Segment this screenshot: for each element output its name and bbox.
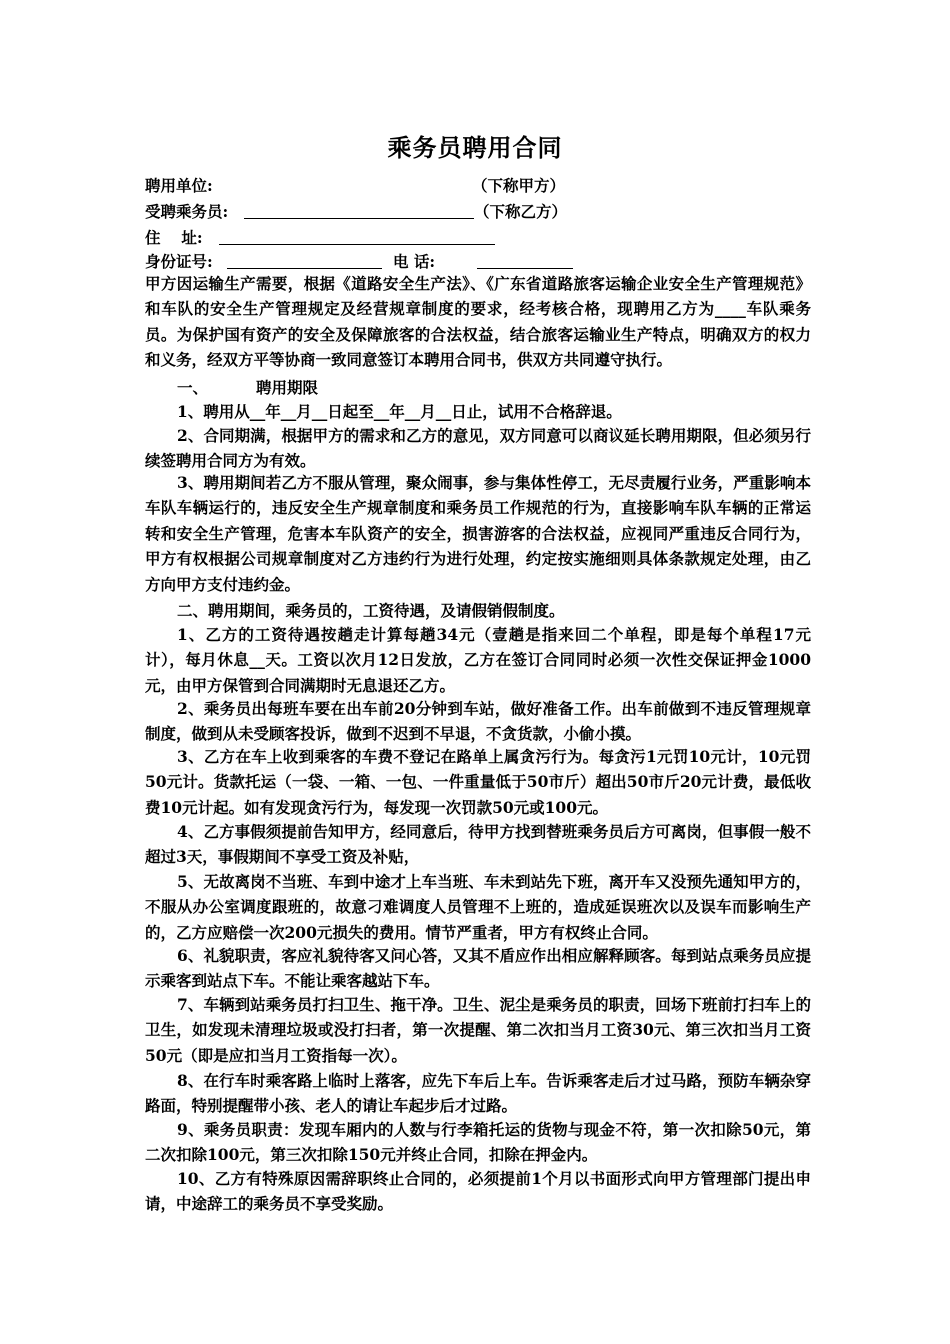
section2-item-7: 7、车辆到站乘务员打扫卫生、拖干净。卫生、泥尘是乘务员的职责，回场下班前打扫车上的卫生，如发现未清理垃圾或没打扫者，第一次提醒、第二次扣当月工资30元、第三次扣当月工资50元（即是应扣当月工资指每一次）。: [145, 995, 811, 1065]
employer-label: 聘用单位:: [145, 176, 213, 195]
employee-name-blank: [244, 203, 474, 219]
id-number-blank: [227, 253, 382, 269]
employee-label: 受聘乘务员:: [145, 202, 229, 221]
employer-line: [145, 176, 810, 196]
address-label: 住 址:: [145, 228, 203, 247]
section1-item-2: 2、合同期满，根据甲方的需求和乙方的意见，双方同意可以商议延长聘用期限，但必须另行续签聘用合同方为有效。: [145, 426, 811, 471]
employee-line: [145, 202, 810, 222]
address-line: [145, 228, 810, 248]
section2-heading: 二、聘用期间，乘务员的，工资待遇，及请假销假制度。: [177, 601, 565, 620]
section1-item-3: 3、聘用期间若乙方不服从管理，聚众闹事，参与集体性停工，无尽责履行业务，严重影响本车队车辆运行的，违反安全生产规章制度和乘务员工作规范的行为，直接影响车队车辆的正常运转和安全生产管理，危害本车队资产的安全，损害游客的合法权益，应视同严重违反合同行为，甲方有权根据公司规章制度对乙方违约行为进行处理，约定按实施细则具体条款规定处理，由乙方向甲方支付违约金。: [145, 473, 811, 594]
section1-item-1: 1、聘用从__年__月__日起至__年__月__日止，试用不合格辞退。: [177, 402, 622, 421]
section2-item-2: 2、乘务员出每班车要在出车前20分钟到车站，做好准备工作。出车前做到不违反管理规章制度，做到从未受顾客投诉，做到不迟到不早退，不贪货款，小偷小摸。: [145, 699, 811, 744]
document-title: 乘务员聘用合同: [387, 133, 563, 162]
section1-heading: [177, 378, 318, 398]
section1-title: 聘用期限: [256, 378, 319, 397]
id-label: 身份证号:: [145, 252, 213, 271]
employee-suffix: （下称乙方）: [474, 202, 568, 221]
phone-blank: [477, 253, 573, 269]
section2-item-4: 4、乙方事假须提前告知甲方，经同意后，待甲方找到替班乘务员后方可离岗，但事假一般不超过3天，事假期间不享受工资及补贴，: [145, 822, 811, 867]
phone-label: 电 话:: [393, 252, 436, 271]
id-phone-line: [145, 252, 810, 272]
section2-item-5: 5、无故离岗不当班、车到中途才上车当班、车未到站先下班，离开车又没预先通知甲方的，不服从办公室调度跟班的，故意刁难调度人员管理不上班的，造成延误班次以及误车而影响生产的，乙方应赔偿一次200元损失的费用。情节严重者，甲方有权终止合同。: [145, 872, 811, 942]
address-blank: [219, 229, 495, 245]
section1-number: 一、: [177, 378, 209, 397]
section2-item-1: 1、乙方的工资待遇按趟走计算每趟34元（壹趟是指来回二个单程，即是每个单程17元计），每月休息__天。工资以次月12日发放，乙方在签订合同同时必须一次性交保证押金1000元，由甲方保管到合同满期时无息退还乙方。: [145, 625, 811, 695]
section2-item-3: 3、乙方在车上收到乘客的车费不登记在路单上属贪污行为。每贪污1元罚10元计，10元罚50元计。货款托运（一袋、一箱、一包、一件重量低于50市斤）超出50市斤20元计费，最低收费10元计起。如有发现贪污行为，每发现一次罚款50元或100元。: [145, 747, 811, 817]
section2-item-6: 6、礼貌职责，客应礼貌待客又问心答，又其不盾应作出相应解释顾客。每到站点乘务员应提示乘客到站点下车。不能让乘客越站下车。: [145, 946, 811, 991]
section2-item-9: 9、乘务员职责：发现车厢内的人数与行李箱托运的货物与现金不符，第一次扣除50元，第二次扣除100元，第三次扣除150元并终止合同，扣除在押金内。: [145, 1120, 811, 1165]
section2-item-10: 10、乙方有特殊原因需辞职终止合同的，必须提前1个月以书面形式向甲方管理部门提出申请，中途辞工的乘务员不享受奖励。: [145, 1169, 811, 1214]
intro-paragraph: 甲方因运输生产需要，根据《道路安全生产法》、《广东省道路旅客运输企业安全生产管理规范》和车队的安全生产管理规定及经营规章制度的要求，经考核合格，现聘用乙方为____车队乘务员。为保护国有资产的安全及保障旅客的合法权益，结合旅客运输业生产特点，明确双方的权力和义务，经双方平等协商一致同意签订本聘用合同书，供双方共同遵守执行。: [145, 274, 811, 370]
section2-item-8: 8、在行车时乘客路上临时上落客，应先下车后上车。告诉乘客走后才过马路，预防车辆杂穿路面，特别提醒带小孩、老人的请让车起步后才过路。: [145, 1071, 811, 1116]
employer-suffix: （下称甲方）: [472, 176, 566, 195]
